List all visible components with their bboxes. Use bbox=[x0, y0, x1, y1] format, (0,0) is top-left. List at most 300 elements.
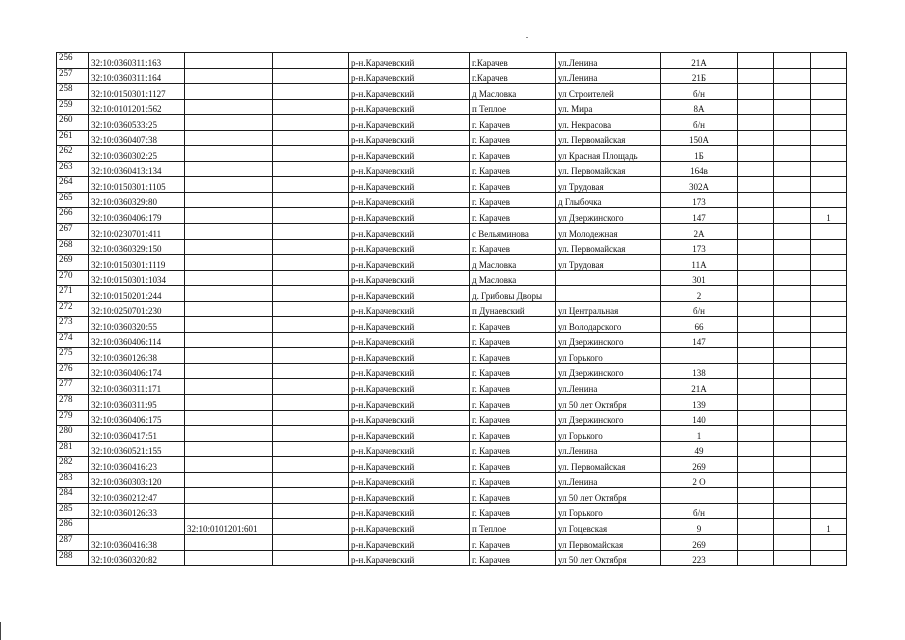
house-number: 21Б bbox=[661, 68, 738, 84]
empty-cell bbox=[738, 534, 774, 550]
table-row bbox=[57, 395, 847, 411]
district: р-н.Карачевский bbox=[349, 161, 470, 177]
cadastral-number-alt bbox=[185, 503, 273, 519]
empty-cell bbox=[774, 255, 811, 271]
table-row bbox=[57, 177, 847, 193]
street bbox=[556, 286, 661, 302]
empty-cell bbox=[738, 130, 774, 146]
table-row bbox=[57, 239, 847, 255]
street: ул.Ленина bbox=[556, 472, 661, 488]
settlement: д Масловка bbox=[470, 255, 556, 271]
district: р-н.Карачевский bbox=[349, 84, 470, 100]
empty-cell bbox=[738, 488, 774, 504]
row-number: 273 bbox=[57, 317, 89, 333]
empty-cell bbox=[738, 177, 774, 193]
table-row bbox=[57, 534, 847, 550]
cadastral-number: 32:10:0360406:114 bbox=[89, 332, 185, 348]
empty-cell bbox=[273, 255, 349, 271]
empty-cell bbox=[774, 208, 811, 224]
cadastral-number: 32:10:0360311:163 bbox=[89, 53, 185, 69]
street: ул Строителей bbox=[556, 84, 661, 100]
empty-cell bbox=[738, 208, 774, 224]
row-number: 257 bbox=[57, 68, 89, 84]
cadastral-number: 32:10:0360212:47 bbox=[89, 488, 185, 504]
empty-cell bbox=[273, 286, 349, 302]
empty-cell bbox=[738, 472, 774, 488]
empty-cell bbox=[738, 239, 774, 255]
row-number: 288 bbox=[57, 550, 89, 566]
street: ул Володарского bbox=[556, 317, 661, 333]
empty-cell bbox=[774, 270, 811, 286]
flag-value bbox=[811, 472, 847, 488]
empty-cell bbox=[273, 84, 349, 100]
empty-cell bbox=[774, 146, 811, 162]
settlement: п Дунаевский bbox=[470, 301, 556, 317]
district: р-н.Карачевский bbox=[349, 441, 470, 457]
settlement: г.Карачев bbox=[470, 53, 556, 69]
cadastral-number-alt bbox=[185, 192, 273, 208]
flag-value bbox=[811, 457, 847, 473]
empty-cell bbox=[273, 239, 349, 255]
house-number: б/н bbox=[661, 301, 738, 317]
house-number: 269 bbox=[661, 534, 738, 550]
district: р-н.Карачевский bbox=[349, 379, 470, 395]
cadastral-number-alt bbox=[185, 317, 273, 333]
empty-cell bbox=[273, 441, 349, 457]
row-number: 271 bbox=[57, 286, 89, 302]
empty-cell bbox=[774, 224, 811, 240]
empty-cell bbox=[774, 161, 811, 177]
empty-cell bbox=[273, 161, 349, 177]
district: р-н.Карачевский bbox=[349, 348, 470, 364]
empty-cell bbox=[738, 84, 774, 100]
empty-cell bbox=[738, 363, 774, 379]
house-number: 11А bbox=[661, 255, 738, 271]
table-row bbox=[57, 192, 847, 208]
cadastral-number: 32:10:0360126:33 bbox=[89, 503, 185, 519]
empty-cell bbox=[738, 286, 774, 302]
district: р-н.Карачевский bbox=[349, 426, 470, 442]
street bbox=[556, 270, 661, 286]
table-row bbox=[57, 286, 847, 302]
empty-cell bbox=[738, 224, 774, 240]
settlement: г. Карачев bbox=[470, 441, 556, 457]
row-number: 264 bbox=[57, 177, 89, 193]
district: р-н.Карачевский bbox=[349, 395, 470, 411]
cadastral-number: 32:10:0360302:25 bbox=[89, 146, 185, 162]
table-row bbox=[57, 68, 847, 84]
registry-rows bbox=[57, 53, 847, 566]
table-row bbox=[57, 426, 847, 442]
street: ул.Ленина bbox=[556, 53, 661, 69]
empty-cell bbox=[774, 332, 811, 348]
cadastral-number-alt bbox=[185, 68, 273, 84]
row-number: 274 bbox=[57, 332, 89, 348]
row-number: 286 bbox=[57, 519, 89, 535]
flag-value bbox=[811, 317, 847, 333]
flag-value: 1 bbox=[811, 208, 847, 224]
flag-value bbox=[811, 84, 847, 100]
cadastral-number-alt bbox=[185, 332, 273, 348]
house-number: б/н bbox=[661, 84, 738, 100]
house-number: 2А bbox=[661, 224, 738, 240]
scan-edge-mark bbox=[0, 622, 1, 640]
settlement: г. Карачев bbox=[470, 488, 556, 504]
empty-cell bbox=[738, 395, 774, 411]
house-number: 147 bbox=[661, 208, 738, 224]
table-row bbox=[57, 550, 847, 566]
flag-value bbox=[811, 395, 847, 411]
table-row bbox=[57, 503, 847, 519]
flag-value bbox=[811, 379, 847, 395]
empty-cell bbox=[273, 192, 349, 208]
table-row bbox=[57, 488, 847, 504]
cadastral-number: 32:10:0360320:55 bbox=[89, 317, 185, 333]
cadastral-number: 32:10:0360311:171 bbox=[89, 379, 185, 395]
row-number: 278 bbox=[57, 395, 89, 411]
empty-cell bbox=[774, 177, 811, 193]
empty-cell bbox=[273, 534, 349, 550]
flag-value bbox=[811, 177, 847, 193]
district: р-н.Карачевский bbox=[349, 410, 470, 426]
table-row bbox=[57, 332, 847, 348]
street: ул 50 лет Октября bbox=[556, 550, 661, 566]
empty-cell bbox=[738, 161, 774, 177]
house-number: 21А bbox=[661, 379, 738, 395]
district: р-н.Карачевский bbox=[349, 317, 470, 333]
table-row bbox=[57, 519, 847, 535]
district: р-н.Карачевский bbox=[349, 53, 470, 69]
street: ул Красная Площадь bbox=[556, 146, 661, 162]
empty-cell bbox=[273, 53, 349, 69]
empty-cell bbox=[273, 130, 349, 146]
empty-cell bbox=[738, 457, 774, 473]
empty-cell bbox=[774, 503, 811, 519]
table-row bbox=[57, 301, 847, 317]
empty-cell bbox=[738, 53, 774, 69]
cadastral-number-alt bbox=[185, 224, 273, 240]
flag-value bbox=[811, 488, 847, 504]
cadastral-number: 32:10:0360413:134 bbox=[89, 161, 185, 177]
empty-cell bbox=[738, 519, 774, 535]
street: ул Молодежная bbox=[556, 224, 661, 240]
flag-value bbox=[811, 426, 847, 442]
cadastral-number-alt: 32:10:0101201:601 bbox=[185, 519, 273, 535]
house-number: 173 bbox=[661, 192, 738, 208]
house-number: 301 bbox=[661, 270, 738, 286]
street: ул Центральная bbox=[556, 301, 661, 317]
flag-value bbox=[811, 146, 847, 162]
settlement: г. Карачев bbox=[470, 457, 556, 473]
cadastral-number-alt bbox=[185, 84, 273, 100]
empty-cell bbox=[738, 348, 774, 364]
flag-value bbox=[811, 348, 847, 364]
empty-cell bbox=[273, 99, 349, 115]
empty-cell bbox=[774, 115, 811, 131]
district: р-н.Карачевский bbox=[349, 286, 470, 302]
street: д Глыбочка bbox=[556, 192, 661, 208]
cadastral-number-alt bbox=[185, 130, 273, 146]
cadastral-number: 32:10:0150301:1127 bbox=[89, 84, 185, 100]
flag-value bbox=[811, 410, 847, 426]
empty-cell bbox=[774, 317, 811, 333]
cadastral-number-alt bbox=[185, 208, 273, 224]
district: р-н.Карачевский bbox=[349, 534, 470, 550]
empty-cell bbox=[273, 550, 349, 566]
street: ул.Ленина bbox=[556, 379, 661, 395]
empty-cell bbox=[273, 410, 349, 426]
empty-cell bbox=[774, 363, 811, 379]
house-number: 8А bbox=[661, 99, 738, 115]
row-number: 263 bbox=[57, 161, 89, 177]
cadastral-number-alt bbox=[185, 161, 273, 177]
district: р-н.Карачевский bbox=[349, 68, 470, 84]
row-number: 267 bbox=[57, 224, 89, 240]
empty-cell bbox=[738, 192, 774, 208]
empty-cell bbox=[738, 503, 774, 519]
house-number: 9 bbox=[661, 519, 738, 535]
district: р-н.Карачевский bbox=[349, 208, 470, 224]
cadastral-number-alt bbox=[185, 255, 273, 271]
street: ул. Первомайская bbox=[556, 457, 661, 473]
cadastral-number: 32:10:0360303:120 bbox=[89, 472, 185, 488]
flag-value bbox=[811, 286, 847, 302]
cadastral-number-alt bbox=[185, 348, 273, 364]
empty-cell bbox=[273, 379, 349, 395]
settlement: п Теплое bbox=[470, 99, 556, 115]
table-row bbox=[57, 115, 847, 131]
flag-value bbox=[811, 270, 847, 286]
row-number: 260 bbox=[57, 115, 89, 131]
house-number: 138 bbox=[661, 363, 738, 379]
district: р-н.Карачевский bbox=[349, 192, 470, 208]
table-row bbox=[57, 224, 847, 240]
cadastral-number: 32:10:0360533:25 bbox=[89, 115, 185, 131]
house-number: б/н bbox=[661, 115, 738, 131]
empty-cell bbox=[774, 395, 811, 411]
settlement: г. Карачев bbox=[470, 363, 556, 379]
street: ул Гоцевская bbox=[556, 519, 661, 535]
cadastral-number-alt bbox=[185, 488, 273, 504]
district: р-н.Карачевский bbox=[349, 115, 470, 131]
table-row bbox=[57, 472, 847, 488]
district: р-н.Карачевский bbox=[349, 472, 470, 488]
house-number: 173 bbox=[661, 239, 738, 255]
row-number: 268 bbox=[57, 239, 89, 255]
street: ул 50 лет Октября bbox=[556, 395, 661, 411]
table-row bbox=[57, 410, 847, 426]
empty-cell bbox=[738, 255, 774, 271]
house-number: 1 bbox=[661, 426, 738, 442]
flag-value bbox=[811, 161, 847, 177]
house-number: 2 bbox=[661, 286, 738, 302]
empty-cell bbox=[273, 426, 349, 442]
flag-value bbox=[811, 332, 847, 348]
street: ул. Первомайская bbox=[556, 161, 661, 177]
empty-cell bbox=[738, 301, 774, 317]
street: ул. Некрасова bbox=[556, 115, 661, 131]
empty-cell bbox=[738, 426, 774, 442]
table-row bbox=[57, 53, 847, 69]
cadastral-number: 32:10:0360406:179 bbox=[89, 208, 185, 224]
table-row bbox=[57, 457, 847, 473]
cadastral-number-alt bbox=[185, 410, 273, 426]
settlement: г. Карачев bbox=[470, 534, 556, 550]
flag-value bbox=[811, 503, 847, 519]
street: ул. Мира bbox=[556, 99, 661, 115]
cadastral-number: 32:10:0150301:1034 bbox=[89, 270, 185, 286]
empty-cell bbox=[774, 550, 811, 566]
cadastral-number: 32:10:0230701:411 bbox=[89, 224, 185, 240]
settlement: д. Грибовы Дворы bbox=[470, 286, 556, 302]
street: ул.Ленина bbox=[556, 68, 661, 84]
cadastral-number: 32:10:0360521:155 bbox=[89, 441, 185, 457]
flag-value bbox=[811, 115, 847, 131]
flag-value bbox=[811, 239, 847, 255]
table-row bbox=[57, 84, 847, 100]
cadastral-number-alt bbox=[185, 115, 273, 131]
empty-cell bbox=[738, 270, 774, 286]
empty-cell bbox=[774, 488, 811, 504]
row-number: 283 bbox=[57, 472, 89, 488]
street: ул. Первомайская bbox=[556, 130, 661, 146]
cadastral-number-alt bbox=[185, 239, 273, 255]
cadastral-number: 32:10:0360417:51 bbox=[89, 426, 185, 442]
table-row bbox=[57, 379, 847, 395]
empty-cell bbox=[273, 224, 349, 240]
row-number: 265 bbox=[57, 192, 89, 208]
empty-cell bbox=[774, 84, 811, 100]
empty-cell bbox=[273, 472, 349, 488]
row-number: 269 bbox=[57, 255, 89, 271]
flag-value bbox=[811, 301, 847, 317]
empty-cell bbox=[738, 441, 774, 457]
empty-cell bbox=[273, 208, 349, 224]
house-number: 2 О bbox=[661, 472, 738, 488]
table-row bbox=[57, 146, 847, 162]
property-registry-table bbox=[56, 52, 847, 566]
street: ул Первомайская bbox=[556, 534, 661, 550]
district: р-н.Карачевский bbox=[349, 224, 470, 240]
house-number: 1Б bbox=[661, 146, 738, 162]
empty-cell bbox=[774, 239, 811, 255]
empty-cell bbox=[774, 53, 811, 69]
empty-cell bbox=[774, 534, 811, 550]
cadastral-number: 32:10:0360320:82 bbox=[89, 550, 185, 566]
district: р-н.Карачевский bbox=[349, 130, 470, 146]
row-number: 272 bbox=[57, 301, 89, 317]
row-number: 280 bbox=[57, 426, 89, 442]
street: ул Горького bbox=[556, 348, 661, 364]
scan-speck bbox=[526, 37, 528, 38]
cadastral-number: 32:10:0101201:562 bbox=[89, 99, 185, 115]
table-row bbox=[57, 363, 847, 379]
district: р-н.Карачевский bbox=[349, 457, 470, 473]
cadastral-number-alt bbox=[185, 301, 273, 317]
house-number: 140 bbox=[661, 410, 738, 426]
settlement: г. Карачев bbox=[470, 239, 556, 255]
table-row bbox=[57, 208, 847, 224]
settlement: г. Карачев bbox=[470, 177, 556, 193]
cadastral-number-alt bbox=[185, 53, 273, 69]
cadastral-number-alt bbox=[185, 457, 273, 473]
cadastral-number-alt bbox=[185, 146, 273, 162]
district: р-н.Карачевский bbox=[349, 270, 470, 286]
empty-cell bbox=[774, 99, 811, 115]
empty-cell bbox=[738, 115, 774, 131]
empty-cell bbox=[273, 301, 349, 317]
settlement: г. Карачев bbox=[470, 410, 556, 426]
flag-value bbox=[811, 192, 847, 208]
house-number: 302А bbox=[661, 177, 738, 193]
flag-value: 1 bbox=[811, 519, 847, 535]
settlement: д Масловка bbox=[470, 270, 556, 286]
cadastral-number-alt bbox=[185, 441, 273, 457]
settlement: г. Карачев bbox=[470, 550, 556, 566]
empty-cell bbox=[774, 192, 811, 208]
street: ул Трудовая bbox=[556, 255, 661, 271]
cadastral-number: 32:10:0360329:80 bbox=[89, 192, 185, 208]
settlement: д Масловка bbox=[470, 84, 556, 100]
settlement: г. Карачев bbox=[470, 348, 556, 364]
cadastral-number-alt bbox=[185, 363, 273, 379]
empty-cell bbox=[273, 68, 349, 84]
cadastral-number-alt bbox=[185, 270, 273, 286]
street: ул Горького bbox=[556, 426, 661, 442]
empty-cell bbox=[774, 457, 811, 473]
row-number: 258 bbox=[57, 84, 89, 100]
cadastral-number-alt bbox=[185, 99, 273, 115]
district: р-н.Карачевский bbox=[349, 488, 470, 504]
flag-value bbox=[811, 224, 847, 240]
settlement: г.Карачев bbox=[470, 68, 556, 84]
empty-cell bbox=[774, 410, 811, 426]
empty-cell bbox=[273, 457, 349, 473]
district: р-н.Карачевский bbox=[349, 255, 470, 271]
empty-cell bbox=[774, 301, 811, 317]
cadastral-number: 32:10:0360126:38 bbox=[89, 348, 185, 364]
row-number: 261 bbox=[57, 130, 89, 146]
empty-cell bbox=[738, 550, 774, 566]
street: ул.Ленина bbox=[556, 441, 661, 457]
cadastral-number: 32:10:0360329:150 bbox=[89, 239, 185, 255]
empty-cell bbox=[273, 177, 349, 193]
empty-cell bbox=[273, 503, 349, 519]
street: ул Дзержинского bbox=[556, 332, 661, 348]
empty-cell bbox=[774, 441, 811, 457]
cadastral-number-alt bbox=[185, 177, 273, 193]
empty-cell bbox=[273, 348, 349, 364]
settlement: г. Карачев bbox=[470, 192, 556, 208]
empty-cell bbox=[774, 472, 811, 488]
cadastral-number: 32:10:0360311:164 bbox=[89, 68, 185, 84]
flag-value bbox=[811, 363, 847, 379]
table-row bbox=[57, 270, 847, 286]
table-row bbox=[57, 161, 847, 177]
row-number: 256 bbox=[57, 53, 89, 69]
row-number: 285 bbox=[57, 503, 89, 519]
empty-cell bbox=[738, 68, 774, 84]
empty-cell bbox=[774, 68, 811, 84]
settlement: г. Карачев bbox=[470, 332, 556, 348]
settlement: г. Карачев bbox=[470, 472, 556, 488]
table-row bbox=[57, 99, 847, 115]
house-number: 139 bbox=[661, 395, 738, 411]
empty-cell bbox=[273, 519, 349, 535]
street: ул Дзержинского bbox=[556, 410, 661, 426]
empty-cell bbox=[273, 363, 349, 379]
cadastral-number: 32:10:0360416:23 bbox=[89, 457, 185, 473]
